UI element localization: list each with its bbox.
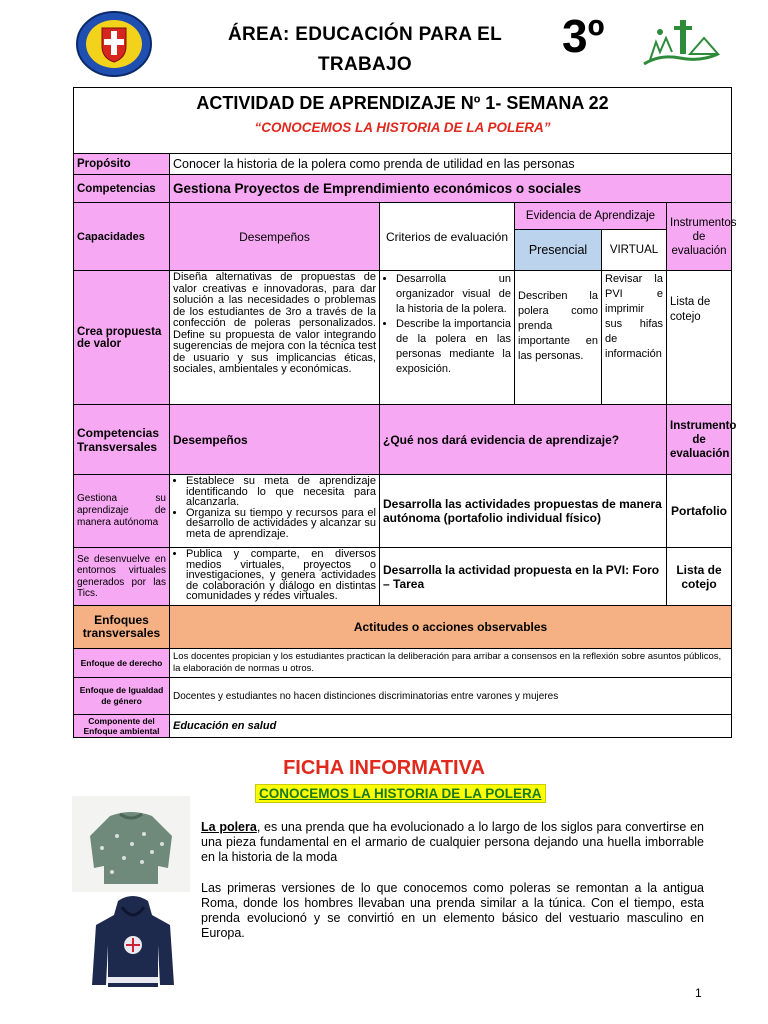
enfoque-igualdad-text: Docentes y estudiantes no hacen distinciones discriminatorias entre varones y mujeres — [170, 678, 732, 715]
ct1-evidencia: Desarrolla las actividades propuestas de manera autónoma (portafolio individual físico) — [380, 475, 667, 548]
ficha-title: FICHA INFORMATIVA — [283, 757, 485, 779]
ct2-instrumento: Lista de cotejo — [667, 548, 732, 606]
sweater-image — [72, 796, 190, 892]
virtual-cell: Revisar la PVI e imprimir sus hifas de información — [602, 271, 667, 405]
criterios-header: Criterios de evaluación — [380, 203, 515, 271]
ficha-paragraph-2: Las primeras versiones de lo que conocemos como poleras se remontan a la antigua Roma, donde los hombres llevaban una prenda similar a la túnica. Con el tiempo, esta prenda evolucionó y se convirtió en un elemento básico del vestuario masculino en Europa. — [201, 881, 704, 940]
enfoque-ambiental-text: Educación en salud — [170, 715, 732, 738]
ct2-evidencia: Desarrolla la actividad propuesta en la PVI: Foro – Tarea — [380, 548, 667, 606]
presencial-cell: Describen la polera como prenda importante en las personas. — [515, 271, 602, 405]
page-number: 1 — [695, 986, 702, 1000]
competencia-label: Competencias — [74, 175, 170, 203]
presencial-header: Presencial — [515, 230, 602, 271]
school-logo-icon — [640, 14, 722, 72]
criterio-item: • Desarrolla un organizador visual de la historia de la polera. — [396, 272, 511, 317]
activity-title-cell — [74, 88, 732, 154]
hoodie-image — [90, 893, 176, 991]
criterios-cell — [380, 271, 515, 405]
paragraph-1-text: , es una prenda que ha evolucionado a lo largo de los siglos para convertirse en una pieza fundamental en el armario de cualquier persona dejando una huella imborrable en la historia de la moda — [201, 820, 704, 864]
competencia-text: Gestiona Proyectos de Emprendimiento económicos o sociales — [170, 175, 732, 203]
ct-label: Competencias Transversales — [74, 405, 170, 475]
proposito-label: Propósito — [74, 154, 170, 175]
ct1-label: Gestiona su aprendizaje de manera autónoma — [74, 475, 170, 548]
school-crest-icon — [75, 10, 153, 78]
activity-subtitle: “CONOCEMOS LA HISTORIA DE LA POLERA” — [254, 120, 551, 135]
enfoque-ambiental-label: Componente del Enfoque ambiental — [74, 715, 170, 738]
capacidades-header: Capacidades — [74, 203, 170, 271]
ct1-bullet: • Establece su meta de aprendizaje identificando lo que necesita para alcanzarla. — [186, 476, 376, 508]
ct1-instrumento: Portafolio — [667, 475, 732, 548]
ct2-bullet: • Publica y comparte, en diversos medios virtuales, proyectos o investigaciones, y genera actividades de colaboración y diálogo en distintas comunidades y redes virtuales. — [186, 549, 376, 602]
enfoque-igualdad-label: Enfoque de Igualdad de género — [74, 678, 170, 715]
page-header — [0, 0, 768, 86]
ficha-paragraph-1 — [201, 820, 704, 865]
capacidad-cell: Crea propuesta de valor — [74, 271, 170, 405]
grade-label: 3º — [562, 10, 605, 62]
ct2-label: Se desenvuelve en entornos virtuales generados por las Tics. — [74, 548, 170, 606]
activity-table — [73, 87, 737, 738]
ct1-bullet: • Organiza su tiempo y recursos para el desarrollo de actividades y alcanzar su meta de aprendizaje. — [186, 508, 376, 540]
ct-evidencia-header: ¿Qué nos dará evidencia de aprendizaje? — [380, 405, 667, 475]
ct-desempenos-header: Desempeños — [170, 405, 380, 475]
proposito-text: Conocer la historia de la polera como prenda de utilidad en las personas — [170, 154, 732, 175]
virtual-header: VIRTUAL — [602, 230, 667, 271]
instrumento-cell: Lista de cotejo — [667, 271, 732, 405]
ct-instrumento-header: Instrumento de evaluación — [667, 405, 732, 475]
enfoque-derecho-label: Enfoque de derecho — [74, 649, 170, 678]
ct2-desempenos — [170, 548, 380, 606]
evidencia-header: Evidencia de Aprendizaje — [515, 203, 667, 230]
polera-term: La polera — [201, 820, 257, 834]
desempenos-header: Desempeños — [170, 203, 380, 271]
criterio-item: • Describe la importancia de la polera en las personas mediante la exposición. — [396, 317, 511, 377]
actitudes-header: Actitudes o acciones observables — [170, 606, 732, 649]
area-title: ÁREA: EDUCACIÓN PARA EL TRABAJO — [228, 24, 502, 75]
activity-title: ACTIVIDAD DE APRENDIZAJE Nº 1- SEMANA 22 — [196, 93, 609, 113]
enfoques-label: Enfoques transversales — [74, 606, 170, 649]
desempeno-cell: Diseña alternativas de propuestas de valor creativas e innovadoras, para dar solución a las necesidades o problemas de los estudiantes de 3ro a través de la confección de poleras personalizados. Define su propuesta de valor integrando sugerencias de mejora con la técnica test de usuario y sus implicancias éticas, sociales, ambientales y económicas. — [170, 271, 380, 405]
enfoque-derecho-text: Los docentes propician y los estudiantes practican la deliberación para arribar a consensos en la reflexión sobre asuntos públicos, la elaboración de normas u otros. — [170, 649, 732, 678]
instrumentos-header: Instrumentos de evaluación — [667, 203, 732, 271]
ct1-desempenos — [170, 475, 380, 548]
ficha-subtitle: CONOCEMOS LA HISTORIA DE LA POLERA — [255, 784, 546, 803]
